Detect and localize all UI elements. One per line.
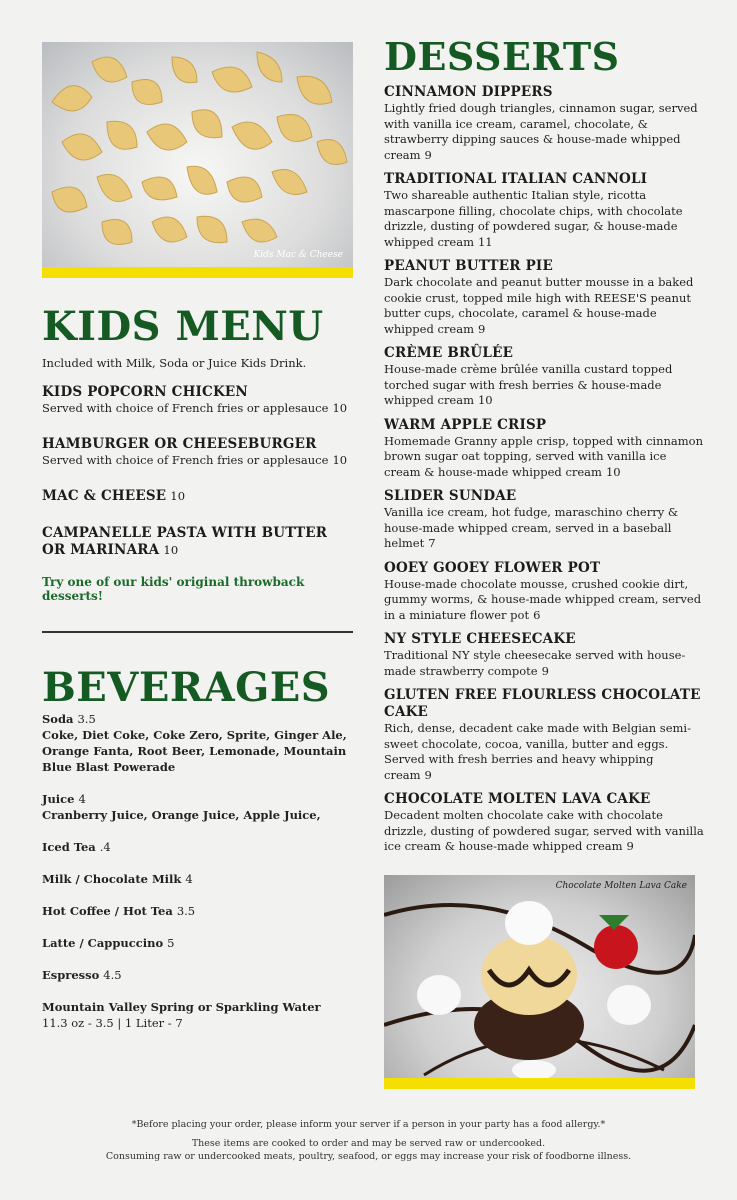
beverage-price: 3.5 [77, 712, 96, 726]
beverage-item [42, 839, 353, 855]
kids-photo-caption: Kids Mac & Cheese [253, 250, 343, 260]
kids-mac-photo [42, 42, 353, 278]
desserts-title: DESSERTS [384, 34, 620, 79]
yellow-accent-bar [384, 1078, 695, 1089]
menu-item [42, 436, 353, 468]
dessert-desc: Decadent molten chocolate cake with chocolate drizzle, dusting of powdered sugar, served with vanilla ice cream & house-made whipped cream 9 [384, 808, 704, 853]
item-price: 10 [163, 543, 179, 557]
beverage-price: 4.5 [103, 968, 122, 982]
dessert-price: 10 [477, 393, 493, 407]
item-name: MAC & CHEESE 10 [42, 488, 186, 504]
item-name: CAMPANELLE PASTA WITH BUTTER OR MARINARA 10 [42, 525, 328, 558]
dessert-item [384, 171, 704, 250]
beverage-options: Cranberry Juice, Orange Juice, Apple Juice, [42, 808, 321, 822]
dessert-name: CRÈME BRÛLÉE [384, 345, 514, 361]
menu-item [42, 488, 353, 505]
beverage-item [42, 791, 353, 823]
beverage-name: Espresso 4.5 [42, 968, 122, 982]
beverage-price: 4 [78, 792, 86, 806]
dessert-item [384, 631, 704, 679]
foodborne-warning: Consuming raw or undercooked meats, poultry, seafood, or eggs may increase your risk of foodborne illness. [105, 1151, 632, 1162]
dessert-desc: Vanilla ice cream, hot fudge, maraschino cherry & house-made whipped cream, served in a baseball helmet 7 [384, 505, 679, 550]
beverage-options: 11.3 oz - 3.5 | 1 Liter - 7 [42, 1016, 183, 1030]
beverage-item [42, 903, 353, 919]
dessert-desc: Dark chocolate and peanut butter mousse in a baked cookie crust, topped mile high with REESE'S peanut butter cups, chocolate, caramel & house-made whipped cream 9 [384, 275, 694, 336]
dessert-name: SLIDER SUNDAE [384, 488, 517, 504]
dessert-price: 7 [428, 536, 436, 550]
menu-item [42, 384, 353, 416]
dessert-name: WARM APPLE CRISP [384, 416, 547, 433]
dessert-name: TRADITIONAL ITALIAN CANNOLI [384, 171, 648, 187]
dessert-name: OOEY GOOEY FLOWER POT [384, 559, 601, 576]
item-desc: Served with choice of French fries or applesauce 10 [42, 401, 348, 415]
dessert-desc: House-made chocolate mousse, crushed cookie dirt, gummy worms, & house-made whipped cream, served in a miniature flower pot 6 [384, 576, 702, 622]
dessert-item [384, 345, 704, 409]
dessert-item [384, 791, 704, 855]
dessert-price: 10 [605, 464, 621, 479]
beverage-item [42, 935, 353, 951]
dessert-desc: Homemade Granny apple crisp, topped with cinnamon brown sugar oat topping, served with vanilla ice cream & house-made whipped cream 10 [384, 433, 703, 479]
beverage-item [42, 999, 353, 1031]
dessert-price: 9 [424, 147, 432, 162]
yellow-accent-bar [42, 267, 353, 278]
dessert-price: 9 [477, 321, 486, 336]
cooking-notice: These items are cooked to order and may be served raw or undercooked. [191, 1138, 546, 1149]
beverage-name: Juice 4 [42, 792, 86, 806]
dessert-name: GLUTEN FREE FLOURLESS CHOCOLATE CAKE [384, 687, 701, 720]
beverage-price: 3.5 [176, 904, 196, 918]
item-price: 10 [332, 453, 348, 467]
lava-cake-illustration [384, 875, 695, 1078]
menu-item [42, 525, 353, 559]
lava-photo-caption: Chocolate Molten Lava Cake [555, 880, 687, 891]
item-price: 10 [170, 489, 186, 503]
item-desc: Served with choice of French fries or applesauce 10 [42, 453, 348, 467]
beverages-title: BEVERAGES [42, 664, 331, 711]
beverage-name: Milk / Chocolate Milk 4 [42, 872, 193, 886]
item-name: HAMBURGER OR CHEESEBURGER [42, 436, 317, 452]
beverage-name: Hot Coffee / Hot Tea 3.5 [42, 904, 196, 918]
dessert-item [384, 560, 704, 624]
beverage-name: Soda 3.5 [42, 712, 96, 726]
dessert-price: 9 [424, 767, 432, 782]
dessert-item [384, 687, 704, 783]
allergy-footer [0, 1118, 737, 1163]
dessert-price: 9 [541, 663, 549, 678]
beverage-item [42, 711, 353, 775]
dessert-name: PEANUT BUTTER PIE [384, 258, 553, 274]
beverage-name: Latte / Cappuccino 5 [42, 936, 175, 950]
dessert-desc: Lightly fried dough triangles, cinnamon sugar, served with vanilla ice cream, caramel, chocolate, & strawberry dipping sauces & house-made whipped cream 9 [384, 101, 698, 162]
beverage-item [42, 871, 353, 887]
beverage-price: 4 [185, 872, 193, 886]
pasta-illustration [42, 42, 353, 267]
beverage-name: Iced Tea .4 [42, 840, 111, 854]
beverage-name: Mountain Valley Spring or Sparkling Water [42, 1000, 321, 1014]
dessert-price: 11 [477, 234, 493, 249]
dessert-name: NY STYLE CHEESECAKE [384, 631, 576, 647]
dessert-desc: Rich, dense, decadent cake made with Belgian semi-sweet chocolate, cocoa, vanilla, butter and eggs. Served with fresh berries and heavy whipping cream 9 [384, 721, 691, 782]
dessert-price: 9 [626, 839, 634, 853]
right-column [384, 34, 704, 1089]
allergy-notice: *Before placing your order, please inform your server if a person in your party has a food allergy.* [131, 1119, 606, 1130]
dessert-desc: Two shareable authentic Italian style, ricotta mascarpone filling, chocolate chips, with chocolate drizzle, dusting of powdered sugar, & house-made whipped cream 11 [384, 188, 683, 249]
kids-dessert-note: Try one of our kids' original throwback desserts! [42, 575, 305, 603]
lava-cake-photo [384, 875, 695, 1089]
beverage-options: Coke, Diet Coke, Coke Zero, Sprite, Ginger Ale, Orange Fanta, Root Beer, Lemonade, Mountain Blue Blast Powerade [42, 728, 347, 774]
dessert-item [384, 258, 704, 337]
dessert-price: 6 [533, 607, 541, 622]
dessert-item [384, 417, 704, 481]
beverage-item [42, 967, 353, 983]
beverage-price: .4 [99, 840, 111, 854]
dessert-desc: Traditional NY style cheesecake served with house-made strawberry compote 9 [384, 648, 686, 678]
dessert-name: CHOCOLATE MOLTEN LAVA CAKE [384, 791, 651, 807]
kids-subnote: Included with Milk, Soda or Juice Kids Drink. [42, 356, 307, 370]
dessert-desc: House-made crème brûlée vanilla custard topped torched sugar with fresh berries & house-made whipped cream 10 [384, 362, 673, 407]
item-price: 10 [332, 401, 348, 415]
left-column [42, 42, 353, 1047]
item-name: KIDS POPCORN CHICKEN [42, 384, 248, 400]
dessert-name: CINNAMON DIPPERS [384, 84, 553, 100]
dessert-item [384, 84, 704, 163]
section-divider [42, 631, 353, 633]
beverage-price: 5 [167, 936, 175, 950]
dessert-item [384, 488, 704, 552]
kids-menu-title: KIDS MENU [42, 303, 324, 350]
